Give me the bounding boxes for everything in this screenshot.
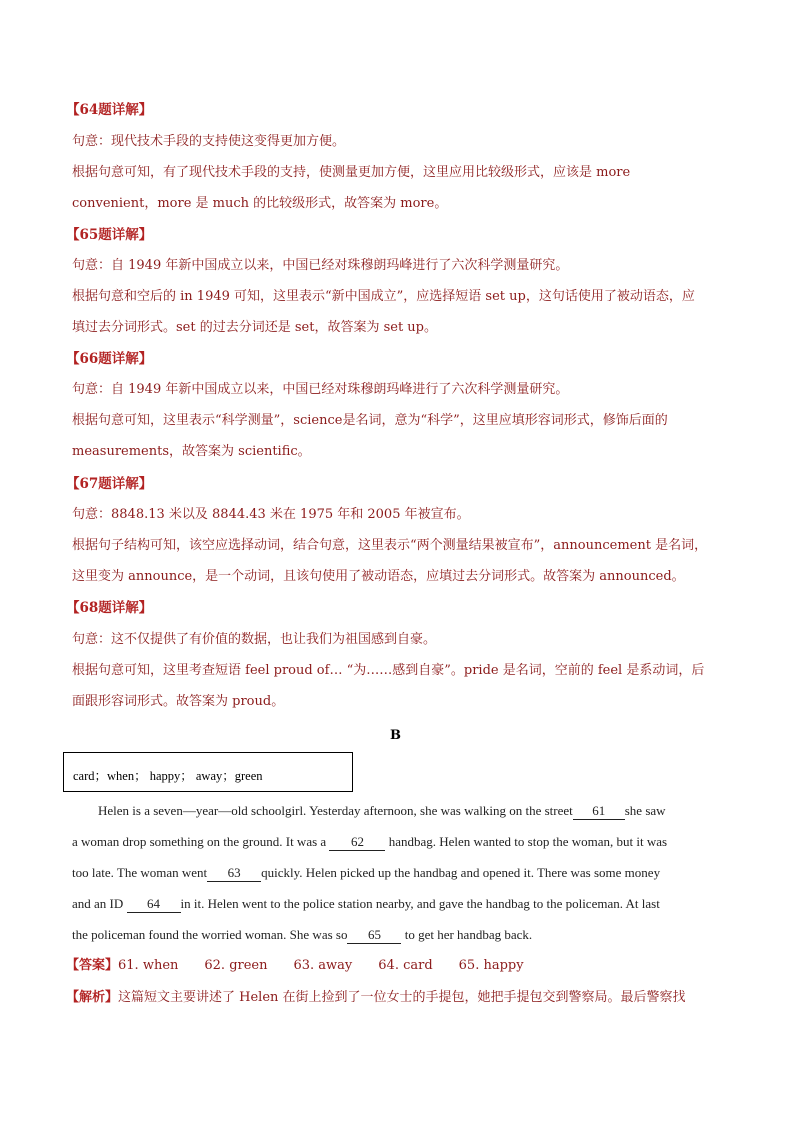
passage-text: quickly. Helen picked up the handbag and opened it. There was some money <box>261 865 661 880</box>
section-66-line-1: 句意：自 1949 年新中国成立以来，中国已经对珠穆朗玛峰进行了六次科学测量研究。 <box>72 382 569 397</box>
analysis-label: 【解析】 <box>66 990 119 1005</box>
answer-label: 【答案】 <box>66 958 119 973</box>
passage-line-2 <box>72 834 667 851</box>
passage-text: she saw <box>624 803 666 818</box>
section-68-line-1: 句意：这不仅提供了有价值的数据，也让我们为祖国感到自豪。 <box>72 632 437 647</box>
section-68-line-3: 面跟形容词形式。故答案为 proud。 <box>72 694 285 709</box>
section-65-line-2: 根据句意和空后的 in 1949 可知，这里表示“新中国成立”，应选择短语 set up，这句话使用了被动语态，应 <box>72 289 695 304</box>
section-heading-66: 【66题详解】 <box>66 351 153 367</box>
section-65-line-1: 句意：自 1949 年新中国成立以来，中国已经对珠穆朗玛峰进行了六次科学测量研究。 <box>72 258 569 273</box>
passage-text: in it. Helen went to the police station nearby, and gave the handbag to the policeman. At last <box>180 896 660 911</box>
blank-64: 64 <box>127 896 181 913</box>
passage-text: Helen is a seven—year—old schoolgirl. Yesterday afternoon, she was walking on the street <box>98 803 573 818</box>
blank-61: 61 <box>573 803 625 820</box>
passage-line-1 <box>98 803 666 820</box>
section-67-line-2: 根据句子结构可知，该空应选择动词，结合句意，这里表示“两个测量结果被宣布”，announcement 是名词， <box>72 538 708 553</box>
section-64-line-2: 根据句意可知，有了现代技术手段的支持，使测量更加方便，这里应用比较级形式，应该是 more <box>72 165 631 180</box>
word-bank-text: card；when； happy； away；green <box>73 769 263 783</box>
passage-line-5 <box>72 927 532 944</box>
answer-65: 65. happy <box>458 958 524 973</box>
passage-text: handbag. Helen wanted to stop the woman, but it was <box>388 834 668 849</box>
section-67-line-3: 这里变为 announce，是一个动词，且该句使用了被动语态，应填过去分词形式。故答案为 announced。 <box>72 569 685 584</box>
word-bank-box <box>63 752 353 792</box>
passage-text: the policeman found the worried woman. She was so <box>72 927 348 942</box>
section-66-line-2: 根据句意可知，这里表示“科学测量”，science是名词，意为“科学”，这里应填形容词形式，修饰后面的 <box>72 413 668 428</box>
analysis-text: 这篇短文主要讲述了 Helen 在街上捡到了一位女士的手提包，她把手提包交到警察局。最后警察找 <box>118 990 686 1005</box>
section-67-line-1: 句意：8848.13 米以及 8844.43 米在 1975 年和 2005 年被宣布。 <box>72 507 470 522</box>
passage-text: and an ID <box>72 896 124 911</box>
answer-64: 64. card <box>378 958 433 973</box>
section-heading-64: 【64题详解】 <box>66 102 153 118</box>
blank-63: 63 <box>207 865 261 882</box>
section-68-line-2: 根据句意可知，这里考查短语 feel proud of… “为……感到自豪”。pride 是名词，空前的 feel 是系动词，后 <box>72 663 705 678</box>
answer-61: 61. when <box>118 958 179 973</box>
analysis-line <box>66 990 686 1006</box>
passage-line-4 <box>72 896 660 913</box>
blank-65: 65 <box>347 927 401 944</box>
section-65-line-3: 填过去分词形式。set 的过去分词还是 set，故答案为 set up。 <box>72 320 437 335</box>
section-66-line-3: measurements，故答案为 scientific。 <box>72 444 311 459</box>
blank-62: 62 <box>329 834 385 851</box>
passage-text: to get her handbag back. <box>404 927 533 942</box>
passage-text: too late. The woman went <box>72 865 208 880</box>
passage-text: a woman drop something on the ground. It was a <box>72 834 327 849</box>
answer-62: 62. green <box>204 958 268 973</box>
passage-line-3 <box>72 865 660 882</box>
section-heading-68: 【68题详解】 <box>66 600 153 616</box>
section-heading-67: 【67题详解】 <box>66 476 153 492</box>
answer-line <box>66 958 550 974</box>
part-b-label: B <box>390 728 401 743</box>
section-64-line-3: convenient，more 是 much 的比较级形式，故答案为 more。 <box>72 196 448 211</box>
section-64-line-1: 句意：现代技术手段的支持使这变得更加方便。 <box>72 134 346 149</box>
answer-63: 63. away <box>293 958 353 973</box>
section-heading-65: 【65题详解】 <box>66 227 153 243</box>
